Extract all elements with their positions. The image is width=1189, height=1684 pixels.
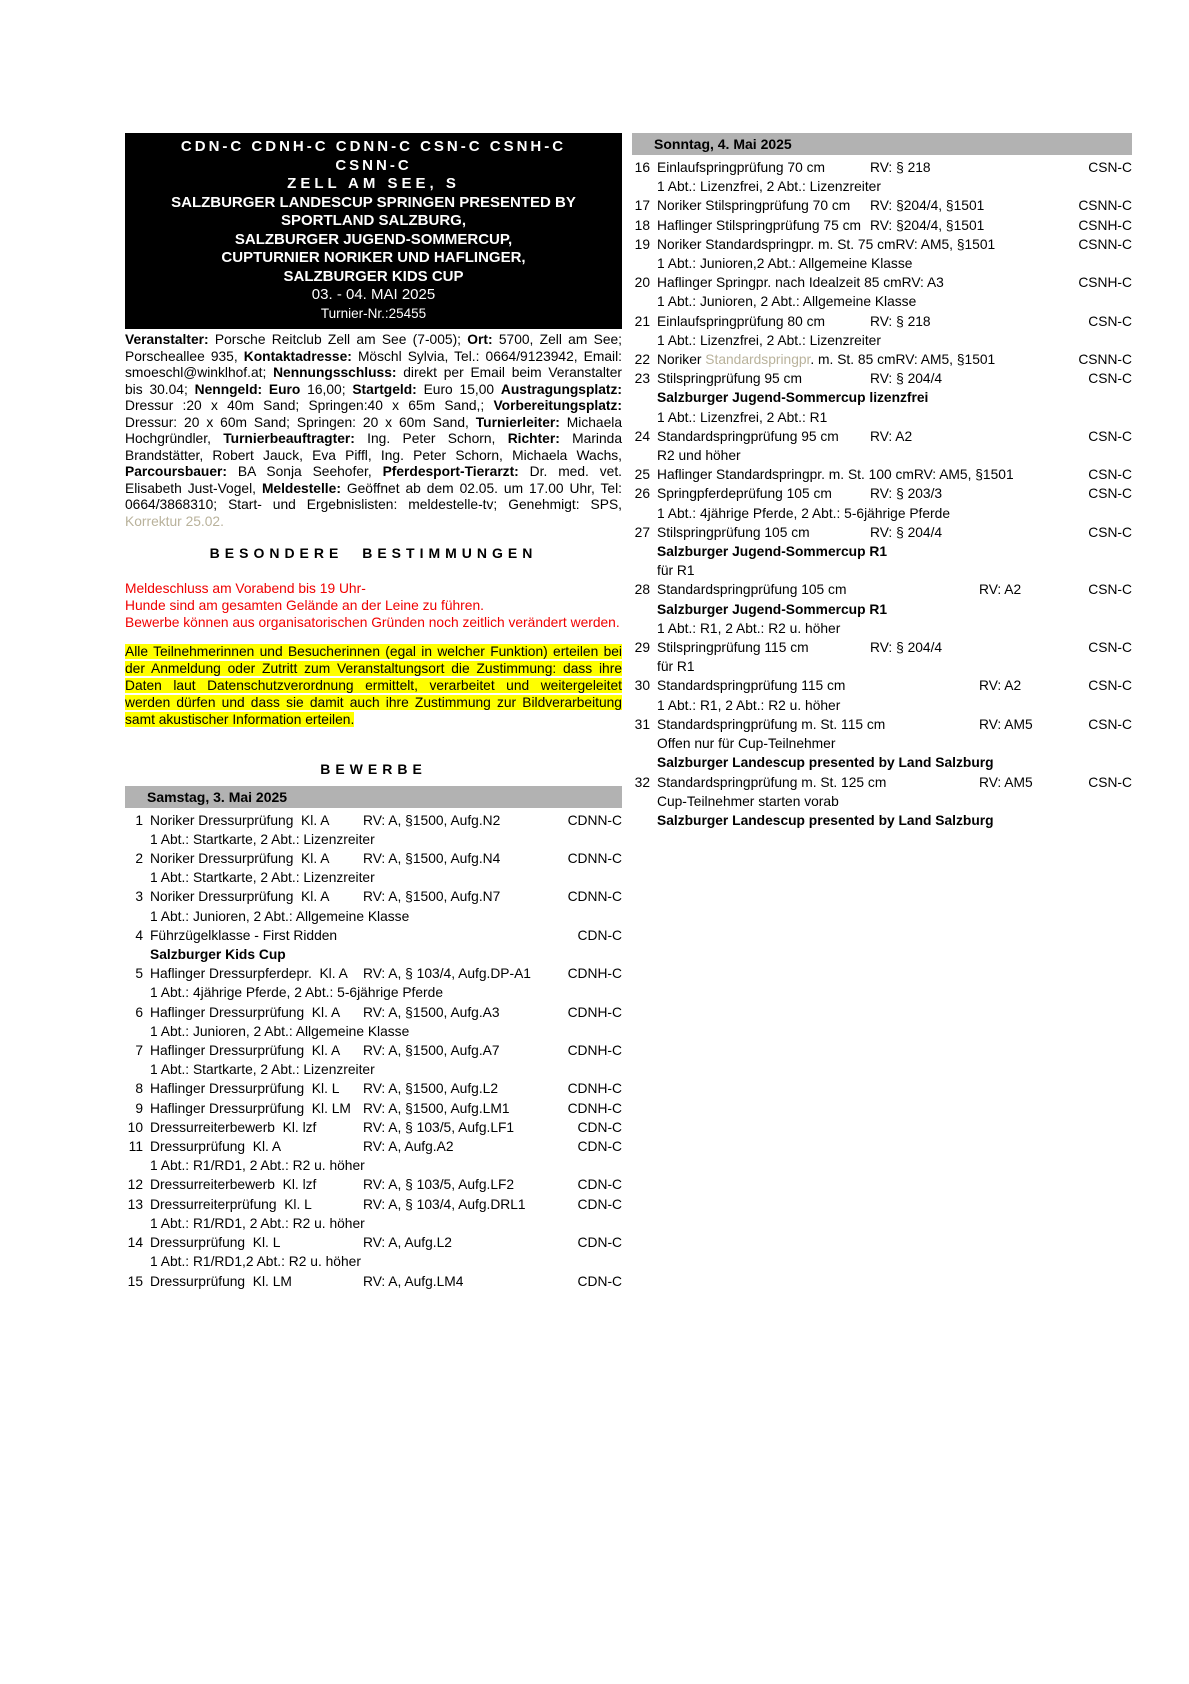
event-title: Standardspringprüfung m. St. 125 cm bbox=[657, 774, 887, 790]
event-rv-reference: RV: § 204/4 bbox=[870, 640, 943, 656]
info-label: Ort: bbox=[467, 332, 493, 347]
event-rv-reference: RV: A, § 103/4, Aufg.DRL1 bbox=[363, 1196, 526, 1212]
event-sub-detail: 1 Abt.: Lizenzfrei, 2 Abt.: R1 bbox=[657, 409, 828, 425]
event-row bbox=[125, 964, 622, 983]
info-label: Meldestelle: bbox=[261, 480, 341, 496]
title-event-name-line: SALZBURGER KIDS CUP bbox=[283, 267, 464, 285]
event-number: 16 bbox=[634, 160, 650, 175]
info-label: Vorbereitungsplatz: bbox=[493, 398, 622, 413]
event-title: Dressurreiterbewerb Kl. lzf bbox=[150, 1177, 317, 1193]
saturday-header-bar bbox=[125, 786, 622, 808]
event-sub-detail: 1 Abt.: Junioren, 2 Abt.: Allgemeine Klasse bbox=[150, 908, 410, 924]
event-rv-reference: RV: A, §1500, Aufg.A7 bbox=[363, 1043, 500, 1059]
event-number: 22 bbox=[634, 352, 650, 368]
event-title: Haflinger Dressurprüfung Kl. A bbox=[150, 1004, 341, 1020]
event-rv-reference: RV: A, § 103/5, Aufg.LF2 bbox=[363, 1177, 515, 1193]
event-number: 21 bbox=[634, 313, 650, 329]
tournament-number: Turnier-Nr.:25455 bbox=[320, 305, 427, 321]
event-category-code: CDN-C bbox=[577, 1177, 622, 1193]
event-title: Haflinger Standardspringpr. m. St. 100 cm bbox=[657, 467, 914, 483]
event-category-code: CDN-C bbox=[577, 1235, 622, 1251]
tournament-title-box bbox=[125, 133, 622, 329]
event-number: 13 bbox=[127, 1196, 143, 1212]
event-category-code: CDN-C bbox=[577, 927, 622, 943]
event-category-code: CDNH-C bbox=[567, 1081, 622, 1097]
event-title: Haflinger Dressurprüfung Kl. LM bbox=[150, 1100, 351, 1116]
event-sub-detail: 1 Abt.: Junioren, 2 Abt.: Allgemeine Klasse bbox=[150, 1023, 410, 1039]
event-title: Dressurreiterprüfung Kl. L bbox=[150, 1196, 312, 1212]
event-category-code: CDNH-C bbox=[567, 966, 622, 982]
info-label: Richter: bbox=[507, 431, 560, 446]
event-row bbox=[125, 1175, 622, 1194]
event-category-code: CDNH-C bbox=[567, 1043, 622, 1059]
event-sub-detail: 1 Abt.: R1/RD1,2 Abt.: R2 u. höher bbox=[150, 1254, 361, 1270]
event-row bbox=[125, 811, 622, 830]
saturday-header-label: Samstag, 3. Mai 2025 bbox=[147, 788, 288, 805]
event-number: 24 bbox=[634, 428, 650, 444]
event-number: 9 bbox=[135, 1100, 143, 1116]
event-cup-label: Salzburger Jugend-Sommercup lizenzfrei bbox=[657, 390, 929, 406]
special-provisions-red-text bbox=[125, 580, 622, 632]
event-title: Stilspringprüfung 105 cm bbox=[657, 524, 810, 540]
event-sub-detail: 1 Abt.: Lizenzfrei, 2 Abt.: Lizenzreiter bbox=[657, 179, 881, 195]
event-category-code: CDNH-C bbox=[567, 1004, 622, 1020]
event-number: 32 bbox=[634, 774, 650, 790]
event-category-code: CSN-C bbox=[1088, 582, 1132, 598]
event-row bbox=[632, 158, 1132, 177]
event-category-code: CDNN-C bbox=[567, 889, 622, 905]
event-rv-reference: RV: AM5 bbox=[979, 716, 1033, 732]
event-row bbox=[125, 849, 622, 868]
event-title: Einlaufspringprüfung 80 cm bbox=[657, 313, 825, 329]
event-title: Noriker Dressurprüfung Kl. A bbox=[150, 889, 330, 905]
event-number: 10 bbox=[127, 1119, 143, 1135]
event-category-code: CDNN-C bbox=[567, 812, 622, 828]
event-row bbox=[632, 312, 1132, 331]
info-label: Nennungsschluss: bbox=[273, 365, 397, 380]
event-rv-reference: RV: §204/4, §1501 bbox=[870, 217, 985, 233]
event-rv-reference: RV: § 204/4 bbox=[870, 524, 943, 540]
info-text: . m. St. 85 cm bbox=[810, 352, 896, 368]
event-rv-reference: RV: A3 bbox=[901, 275, 944, 291]
event-category-code: CSN-C bbox=[1088, 774, 1132, 790]
info-text: Ing. Peter Schorn, bbox=[354, 431, 508, 446]
event-title: Haflinger Dressurprüfung Kl. L bbox=[150, 1081, 340, 1097]
event-rv-reference: RV: AM5 bbox=[979, 774, 1033, 790]
event-sub-detail: 1 Abt.: R1/RD1, 2 Abt.: R2 u. höher bbox=[150, 1158, 365, 1174]
event-rv-reference: RV: A, §1500, Aufg.A3 bbox=[363, 1004, 500, 1020]
event-row bbox=[125, 1099, 622, 1118]
event-row bbox=[632, 196, 1132, 215]
event-category-code: CSN-C bbox=[1088, 467, 1132, 483]
event-title: Haflinger Dressurprüfung Kl. A bbox=[150, 1043, 341, 1059]
info-label: Parcoursbauer: bbox=[125, 464, 227, 479]
event-number: 26 bbox=[634, 486, 650, 502]
event-number: 11 bbox=[128, 1139, 143, 1155]
event-category-code: CSN-C bbox=[1088, 716, 1132, 732]
event-title: Springpferdeprüfung 105 cm bbox=[657, 486, 832, 502]
event-title: Standardspringprüfung 95 cm bbox=[657, 428, 839, 444]
event-number: 8 bbox=[135, 1081, 143, 1097]
event-category-code: CSN-C bbox=[1088, 678, 1132, 694]
event-rv-reference: RV: § 204/4 bbox=[870, 371, 943, 387]
title-event-name-line: SALZBURGER LANDESCUP SPRINGEN PRESENTED BY bbox=[171, 193, 576, 211]
event-rv-reference: RV: AM5, §1501 bbox=[895, 352, 996, 368]
title-codes-line-2: CSNN-C bbox=[335, 156, 412, 174]
event-sub-detail: 1 Abt.: Startkarte, 2 Abt.: Lizenzreiter bbox=[150, 831, 375, 847]
info-text: Michaela Hochgründler, bbox=[125, 414, 622, 446]
event-title: Stilspringprüfung 95 cm bbox=[657, 371, 802, 387]
event-row bbox=[125, 1233, 622, 1252]
event-category-code: CSN-C bbox=[1088, 371, 1132, 387]
event-number: 28 bbox=[634, 582, 650, 598]
event-number: 14 bbox=[127, 1235, 143, 1251]
info-text: Möschl Sylvia, Tel.: 0664/9123942, Email: smoeschl@winklhof.at; bbox=[125, 348, 622, 380]
event-rv-reference: RV: A2 bbox=[979, 678, 1022, 694]
info-text: Geöffnet ab dem 02.05. um 17.00 Uhr, Tel: 0664/3868310; Start- und Ergebnislisten: meldestelle-tv; Genehmigt: SPS, bbox=[125, 480, 622, 512]
event-sub-detail: 1 Abt.: R1, 2 Abt.: R2 u. höher bbox=[657, 620, 841, 636]
event-rv-reference: RV: A, §1500, Aufg.LM1 bbox=[363, 1100, 510, 1116]
red-notice-line: Meldeschluss am Vorabend bis 19 Uhr- bbox=[125, 581, 366, 596]
event-rv-reference: RV: A, §1500, Aufg.N7 bbox=[363, 889, 501, 905]
event-rv-reference: RV: §204/4, §1501 bbox=[870, 198, 985, 214]
event-row bbox=[632, 235, 1132, 254]
info-text: Marinda Brandstätter, Robert Jauck, Eva Piffl, Ing. Peter Schorn, Michaela Wachs, bbox=[125, 431, 622, 463]
title-event-name-lines bbox=[127, 194, 620, 287]
correction-note: Korrektur 25.02. bbox=[125, 513, 224, 529]
right-column bbox=[632, 133, 1132, 1291]
event-row bbox=[632, 580, 1132, 599]
event-cup-label: Salzburger Jugend-Sommercup R1 bbox=[657, 544, 887, 560]
event-number: 19 bbox=[634, 236, 650, 252]
event-number: 27 bbox=[634, 524, 650, 540]
bewerbe-heading: BEWERBE bbox=[320, 760, 427, 777]
event-category-code: CSN-C bbox=[1088, 428, 1132, 444]
event-title: Dressurreiterbewerb Kl. lzf bbox=[150, 1119, 317, 1135]
event-category-code: CDNN-C bbox=[567, 851, 622, 867]
event-title: Noriker Standardspringpr. m. St. 75 cm bbox=[657, 236, 896, 252]
event-row bbox=[125, 1195, 622, 1214]
event-number: 12 bbox=[127, 1177, 143, 1193]
event-title: Dressurprüfung Kl. L bbox=[150, 1235, 281, 1251]
event-sub-detail: für R1 bbox=[657, 659, 695, 675]
event-rv-reference: RV: A2 bbox=[870, 428, 913, 444]
event-row bbox=[125, 926, 622, 945]
event-category-code: CSN-C bbox=[1088, 524, 1132, 540]
event-sub-detail: 1 Abt.: R1/RD1, 2 Abt.: R2 u. höher bbox=[150, 1215, 365, 1231]
event-title: Führzügelklasse - First Ridden bbox=[150, 927, 338, 943]
event-row bbox=[632, 484, 1132, 503]
title-date-range: 03. - 04. MAI 2025 bbox=[311, 286, 436, 303]
info-label: Turnierbeauftragter: bbox=[223, 431, 355, 446]
red-notice-line: Hunde sind am gesamten Gelände an der Leine zu führen. bbox=[125, 598, 484, 614]
saturday-events bbox=[125, 811, 622, 1291]
event-category-code: CSN-C bbox=[1088, 313, 1132, 329]
event-sub-detail: 1 Abt.: Startkarte, 2 Abt.: Lizenzreiter bbox=[150, 1062, 375, 1078]
event-category-code: CDNH-C bbox=[567, 1100, 622, 1116]
event-sub-detail: 1 Abt.: 4jährige Pferde, 2 Abt.: 5-6jährige Pferde bbox=[150, 985, 443, 1001]
event-row bbox=[632, 369, 1132, 388]
info-text: Porsche Reitclub Zell am See (7-005); bbox=[208, 332, 468, 347]
red-notice-line: Bewerbe können aus organisatorischen Gründen noch zeitlich verändert werden. bbox=[125, 615, 620, 631]
event-title: Noriker Dressurprüfung Kl. A bbox=[150, 812, 330, 828]
event-title: Standardspringprüfung 115 cm bbox=[657, 678, 846, 694]
event-row bbox=[632, 427, 1132, 446]
event-title: Standardspringprüfung m. St. 115 cm bbox=[657, 716, 886, 732]
event-number: 18 bbox=[634, 217, 650, 233]
event-number: 15 bbox=[127, 1273, 143, 1289]
event-number: 31 bbox=[634, 716, 650, 732]
event-row bbox=[125, 1272, 622, 1291]
event-sub-detail: 1 Abt.: Startkarte, 2 Abt.: Lizenzreiter bbox=[150, 870, 375, 886]
event-sub-detail: für R1 bbox=[657, 563, 695, 579]
event-cup-label: Salzburger Kids Cup bbox=[150, 947, 286, 963]
event-sub-detail: 1 Abt.: Lizenzfrei, 2 Abt.: Lizenzreiter bbox=[657, 332, 881, 348]
event-row bbox=[125, 1118, 622, 1137]
event-row bbox=[632, 350, 1132, 369]
event-sub-detail: Cup-Teilnehmer starten vorab bbox=[657, 793, 839, 809]
event-title: Noriker Dressurprüfung Kl. A bbox=[150, 851, 330, 867]
event-rv-reference: RV: A2 bbox=[979, 582, 1022, 598]
title-location: ZELL AM SEE, S bbox=[287, 175, 460, 192]
event-category-code: CDN-C bbox=[577, 1119, 622, 1135]
event-category-code: CSN-C bbox=[1088, 486, 1132, 502]
event-sub-detail: 1 Abt.: Junioren,2 Abt.: Allgemeine Klasse bbox=[657, 256, 913, 272]
event-row bbox=[125, 887, 622, 906]
event-title: Standardspringprüfung 105 cm bbox=[657, 582, 847, 598]
event-number: 5 bbox=[135, 966, 143, 982]
event-category-code: CSNH-C bbox=[1078, 275, 1132, 291]
event-number: 7 bbox=[135, 1043, 143, 1059]
special-provisions-heading: BESONDERE BESTIMMUNGEN bbox=[209, 545, 538, 561]
event-cup-label: Salzburger Landescup presented by Land Salzburg bbox=[657, 755, 994, 771]
info-text: Noriker bbox=[657, 352, 706, 368]
event-rv-reference: RV: A, Aufg.LM4 bbox=[363, 1273, 464, 1289]
info-label: Startgeld: bbox=[352, 381, 417, 397]
event-number: 17 bbox=[634, 198, 650, 214]
info-text: 5700, Zell am See; Porscheallee 935, bbox=[125, 332, 623, 364]
sunday-events bbox=[632, 158, 1132, 830]
event-sub-detail: 1 Abt.: Junioren, 2 Abt.: Allgemeine Klasse bbox=[657, 294, 917, 310]
event-category-code: CSNN-C bbox=[1078, 352, 1132, 368]
event-row bbox=[632, 638, 1132, 657]
info-text: Euro 15,00 bbox=[416, 381, 501, 397]
event-row bbox=[632, 676, 1132, 695]
sunday-header-bar bbox=[632, 133, 1132, 155]
info-text: Dressur :20 x 40m Sand; Springen:40 x 65m Sand,; bbox=[125, 398, 494, 413]
event-number: 2 bbox=[135, 851, 143, 867]
event-rv-reference: RV: A, §1500, Aufg.N2 bbox=[363, 812, 501, 828]
event-number: 1 bbox=[135, 812, 143, 828]
event-title bbox=[657, 350, 896, 369]
event-title: Dressurprüfung Kl. A bbox=[150, 1139, 282, 1155]
event-title: Haflinger Stilspringprüfung 75 cm bbox=[657, 217, 861, 233]
event-number: 3 bbox=[135, 889, 143, 905]
info-text: Dr. med. vet. Elisabeth Just-Vogel, bbox=[125, 464, 622, 496]
event-number: 4 bbox=[135, 927, 143, 943]
event-rv-reference: RV: § 218 bbox=[870, 160, 931, 175]
event-category-code: CDN-C bbox=[577, 1273, 622, 1289]
event-row bbox=[125, 1079, 622, 1098]
title-event-name-line: SALZBURGER JUGEND-SOMMERCUP, bbox=[234, 230, 513, 248]
event-sub-detail: 1 Abt.: R1, 2 Abt.: R2 u. höher bbox=[657, 697, 841, 713]
info-label: Veranstalter: bbox=[125, 332, 209, 347]
event-number: 23 bbox=[634, 371, 650, 387]
info-label: Nenngeld: Euro bbox=[194, 381, 301, 397]
event-rv-reference: RV: A, § 103/5, Aufg.LF1 bbox=[363, 1119, 515, 1135]
event-row bbox=[632, 523, 1132, 542]
event-category-code: CDN-C bbox=[577, 1196, 622, 1212]
event-category-code: CSN-C bbox=[1088, 160, 1132, 175]
event-rv-reference: RV: AM5, §1501 bbox=[895, 236, 996, 252]
event-row bbox=[125, 1137, 622, 1156]
event-sub-detail: 1 Abt.: 4jährige Pferde, 2 Abt.: 5-6jährige Pferde bbox=[657, 505, 950, 521]
event-number: 20 bbox=[634, 275, 650, 291]
organizer-info-paragraph bbox=[125, 332, 622, 530]
privacy-notice bbox=[125, 643, 622, 729]
event-rv-reference: RV: AM5, §1501 bbox=[913, 467, 1014, 483]
info-label: Pferdesport-Tierarzt: bbox=[382, 464, 519, 479]
event-category-code: CSN-C bbox=[1088, 640, 1132, 656]
info-label: Turnierleiter: bbox=[475, 414, 560, 430]
title-codes-line-1: CDN-C CDNH-C CDNN-C CSN-C CSNH-C bbox=[180, 138, 567, 155]
event-rv-reference bbox=[363, 926, 578, 945]
correction-note: Standardspringpr bbox=[705, 352, 811, 368]
event-rv-reference: RV: A, §1500, Aufg.L2 bbox=[363, 1081, 499, 1097]
event-number: 30 bbox=[634, 678, 650, 694]
event-title: Einlaufspringprüfung 70 cm bbox=[657, 160, 825, 175]
event-row bbox=[125, 1041, 622, 1060]
event-category-code: CDN-C bbox=[577, 1139, 622, 1155]
event-rv-reference: RV: A, Aufg.A2 bbox=[363, 1139, 454, 1155]
event-title: Haflinger Dressurpferdepr. Kl. A bbox=[150, 966, 348, 982]
event-rv-reference: RV: A, §1500, Aufg.N4 bbox=[363, 851, 501, 867]
event-rv-reference: RV: § 218 bbox=[870, 313, 931, 329]
event-cup-label: Salzburger Landescup presented by Land Salzburg bbox=[657, 812, 994, 828]
left-column bbox=[125, 133, 622, 1291]
info-label: Kontaktadresse: bbox=[243, 348, 352, 364]
event-row bbox=[632, 273, 1132, 292]
info-text: BA Sonja Seehofer, bbox=[226, 464, 383, 479]
event-rv-reference: RV: A, § 103/4, Aufg.DP-A1 bbox=[363, 966, 531, 982]
event-rv-reference: RV: § 203/3 bbox=[870, 486, 943, 502]
event-category-code: CSNN-C bbox=[1078, 236, 1132, 252]
event-number: 29 bbox=[634, 640, 650, 656]
event-row bbox=[125, 1003, 622, 1022]
event-number: 6 bbox=[135, 1004, 143, 1020]
event-title: Noriker Stilspringprüfung 70 cm bbox=[657, 198, 851, 214]
event-row bbox=[632, 715, 1132, 734]
info-text: 16,00; bbox=[300, 381, 353, 397]
privacy-notice-text: Alle Teilnehmerinnen und Besucherinnen (egal in welcher Funktion) erteilen bei der Anmeldung oder Zutritt zum Veranstaltungsort die Zustimmung: dass ihre Daten laut Datenschutzverordnung ermittelt, verarbeitet und weitergeleitet werden dürfen und dass sie damit auch ihre Zustimmung zur Bildverarbeitung samt akustischer Information erteilen. bbox=[125, 643, 622, 728]
title-event-name-line: SPORTLAND SALZBURG, bbox=[281, 212, 466, 229]
event-rv-reference: RV: A, Aufg.L2 bbox=[363, 1235, 452, 1251]
event-cup-label: Salzburger Jugend-Sommercup R1 bbox=[657, 601, 887, 617]
event-sub-detail: R2 und höher bbox=[657, 448, 741, 464]
event-title: Haflinger Springpr. nach Idealzeit 85 cm bbox=[657, 275, 902, 291]
event-title: Stilspringprüfung 115 cm bbox=[657, 640, 809, 656]
event-sub-detail: Offen nur für Cup-Teilnehmer bbox=[657, 736, 836, 752]
event-row bbox=[632, 465, 1132, 484]
event-category-code: CSNN-C bbox=[1078, 198, 1132, 214]
event-title: Dressurprüfung Kl. LM bbox=[150, 1273, 292, 1289]
event-row bbox=[632, 216, 1132, 235]
title-event-name-line: CUPTURNIER NORIKER UND HAFLINGER, bbox=[221, 249, 526, 266]
event-row bbox=[632, 773, 1132, 792]
sunday-header-label: Sonntag, 4. Mai 2025 bbox=[654, 136, 792, 152]
event-category-code: CSNH-C bbox=[1078, 217, 1132, 233]
info-text: direkt per Email beim Veranstalter bis 30.04; bbox=[125, 365, 622, 397]
info-text: Dressur: 20 x 60m Sand; Springen: 20 x 60m Sand, bbox=[125, 414, 476, 430]
event-number: 25 bbox=[634, 467, 650, 483]
info-label: Austragungsplatz: bbox=[500, 381, 622, 397]
